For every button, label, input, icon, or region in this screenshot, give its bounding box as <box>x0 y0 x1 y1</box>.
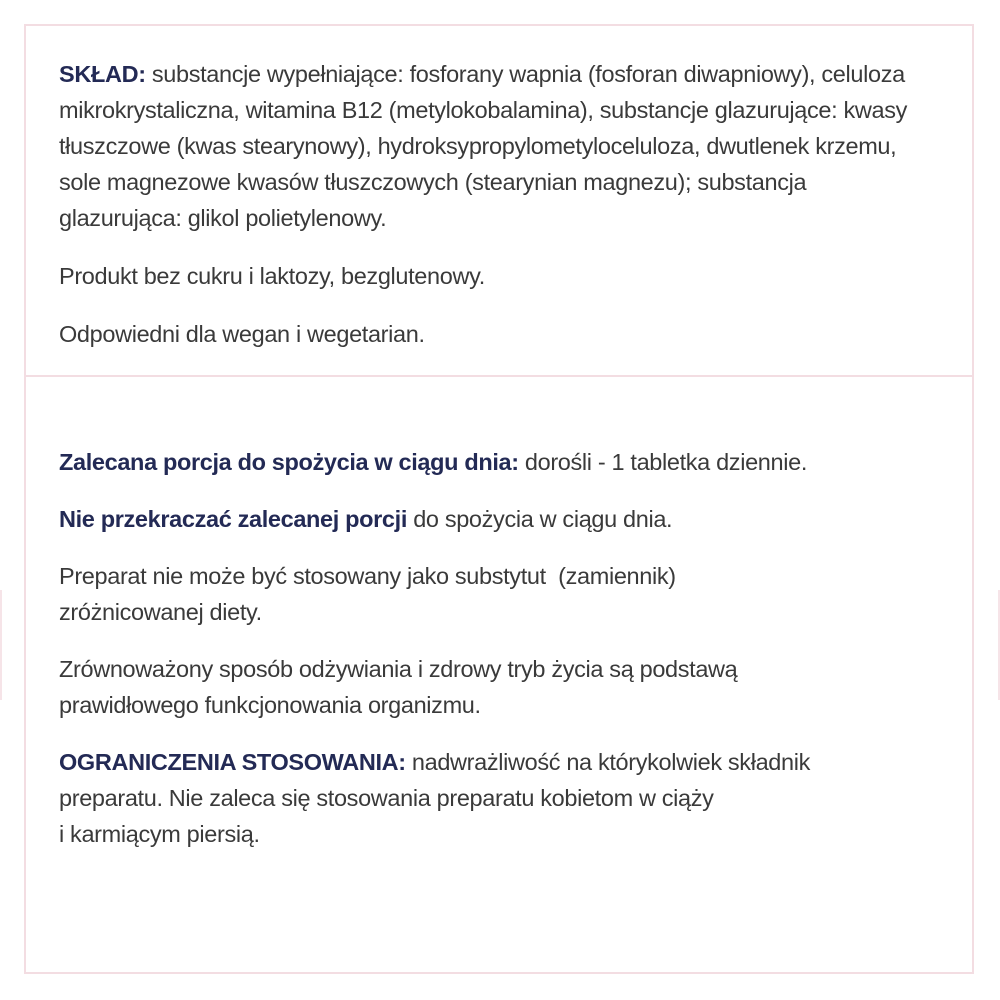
restrictions-label: OGRANICZENIA STOSOWANIA: <box>59 749 406 775</box>
balance-line-1: Zrównoważony sposób odżywiania i zdrowy tryb życia są podstawą <box>59 656 738 682</box>
composition-line-5: glazurująca: glikol polietylenowy. <box>59 205 387 231</box>
restrictions-line-1: nadwrażliwość na którykolwiek składnik <box>405 749 811 775</box>
vegan-note: Odpowiedni dla wegan i wegetarian. <box>59 321 425 347</box>
substitute-paragraph <box>59 558 959 630</box>
restrictions-paragraph <box>59 744 959 852</box>
left-edge-mark <box>0 590 2 700</box>
limit-paragraph <box>59 501 959 537</box>
composition-line-2: mikrokrystaliczna, witamina B12 (metylokobalamina), substancje glazurujące: kwasy <box>59 97 908 123</box>
restrictions-line-2: preparatu. Nie zaleca się stosowania preparatu kobietom w ciąży <box>59 785 714 811</box>
usage-section <box>59 444 959 852</box>
limit-text: do spożycia w ciągu dnia. <box>407 506 673 532</box>
dose-text: dorośli - 1 tabletka dziennie. <box>518 449 807 475</box>
composition-line-4: sole magnezowe kwasów tłuszczowych (stearynian magnezu); substancja <box>59 169 807 195</box>
balance-line-2: prawidłowego funkcjonowania organizmu. <box>59 692 481 718</box>
limit-label: Nie przekraczać zalecanej porcji <box>59 506 408 532</box>
restrictions-line-3: i karmiącym piersią. <box>59 821 260 847</box>
composition-line-3: tłuszczowe (kwas stearynowy), hydroksypropylometyloceluloza, dwutlenek krzemu, <box>59 133 897 159</box>
sugar-free-note: Produkt bez cukru i laktozy, bezglutenowy. <box>59 263 485 289</box>
substitute-line-1: Preparat nie może być stosowany jako substytut (zamiennik) <box>59 563 676 589</box>
composition-paragraph <box>59 56 959 236</box>
dose-paragraph <box>59 444 959 480</box>
dose-label: Zalecana porcja do spożycia w ciągu dnia: <box>59 449 519 475</box>
balance-paragraph <box>59 651 959 723</box>
composition-label: SKŁAD: <box>59 61 146 87</box>
section-divider <box>26 375 972 377</box>
composition-section <box>59 56 959 352</box>
composition-line-1: substancje wypełniające: fosforany wapnia (fosforan diwapniowy), celuloza <box>145 61 905 87</box>
substitute-line-2: zróżnicowanej diety. <box>59 599 262 625</box>
